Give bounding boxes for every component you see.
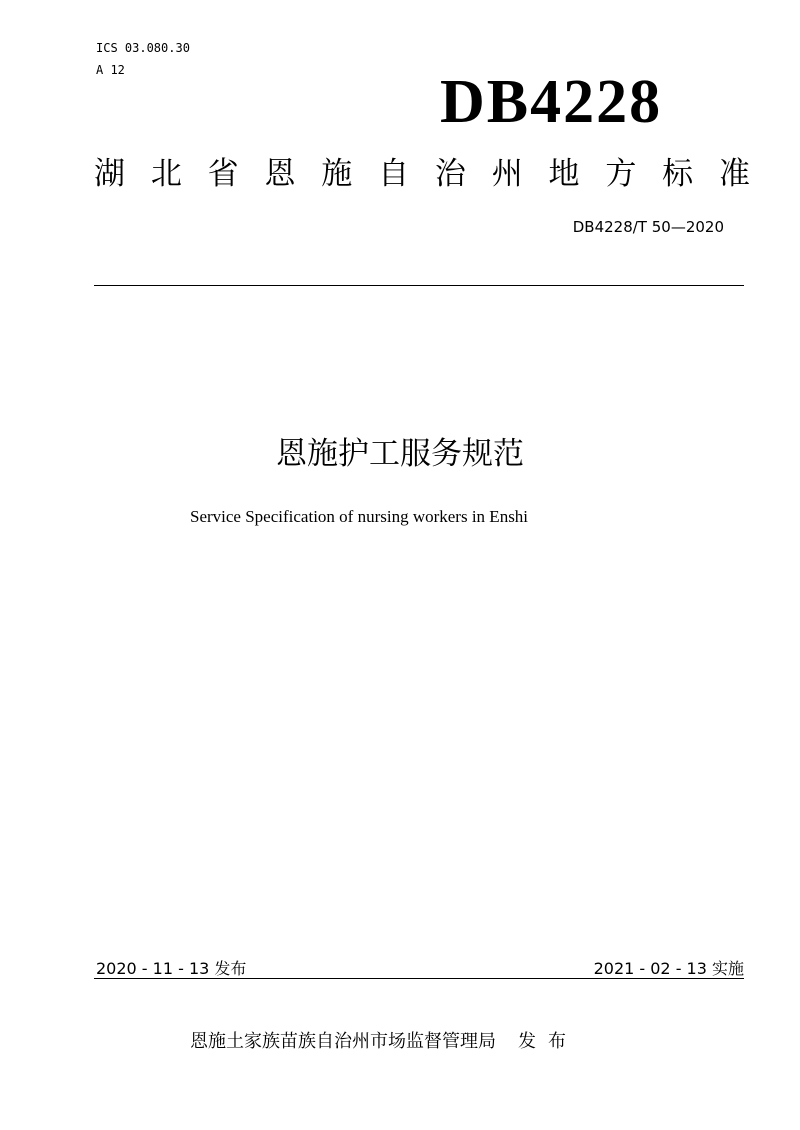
header-divider bbox=[94, 285, 744, 286]
implementation-date: 2021 - 02 - 13 实施 bbox=[593, 959, 744, 978]
publish-char: 发 bbox=[518, 1031, 536, 1052]
publish-char: 布 bbox=[548, 1031, 566, 1052]
standard-number: DB4228/T 50—2020 bbox=[572, 218, 724, 236]
standard-type-char: 北 bbox=[150, 156, 182, 192]
standard-type-char: 地 bbox=[548, 156, 580, 192]
standard-type-heading bbox=[94, 152, 750, 196]
publisher-line bbox=[190, 1030, 566, 1054]
standard-type-char: 治 bbox=[434, 156, 466, 192]
document-title-cn: 恩施护工服务规范 bbox=[276, 436, 524, 472]
standard-type-char: 方 bbox=[605, 156, 637, 192]
document-title-en: Service Specification of nursing workers in Enshi bbox=[190, 507, 529, 526]
ics-code: ICS 03.080.30 bbox=[96, 41, 190, 55]
standard-type-char: 湖 bbox=[94, 156, 125, 192]
standard-type-char: 自 bbox=[378, 156, 410, 192]
standard-type-char: 施 bbox=[321, 156, 353, 192]
standard-code-large: DB4228 bbox=[440, 68, 663, 136]
standard-type-char: 州 bbox=[491, 156, 523, 192]
publisher-name: 恩施土家族苗族自治州市场监督管理局 bbox=[190, 1031, 496, 1052]
footer-divider bbox=[94, 978, 744, 979]
standard-type-char: 准 bbox=[718, 156, 750, 192]
issue-date: 2020 - 11 - 13 发布 bbox=[96, 959, 247, 978]
standard-type-char: 省 bbox=[207, 156, 239, 192]
standard-type-char: 恩 bbox=[264, 156, 296, 192]
standard-type-char: 标 bbox=[662, 156, 694, 192]
ccs-code: A 12 bbox=[96, 63, 125, 77]
